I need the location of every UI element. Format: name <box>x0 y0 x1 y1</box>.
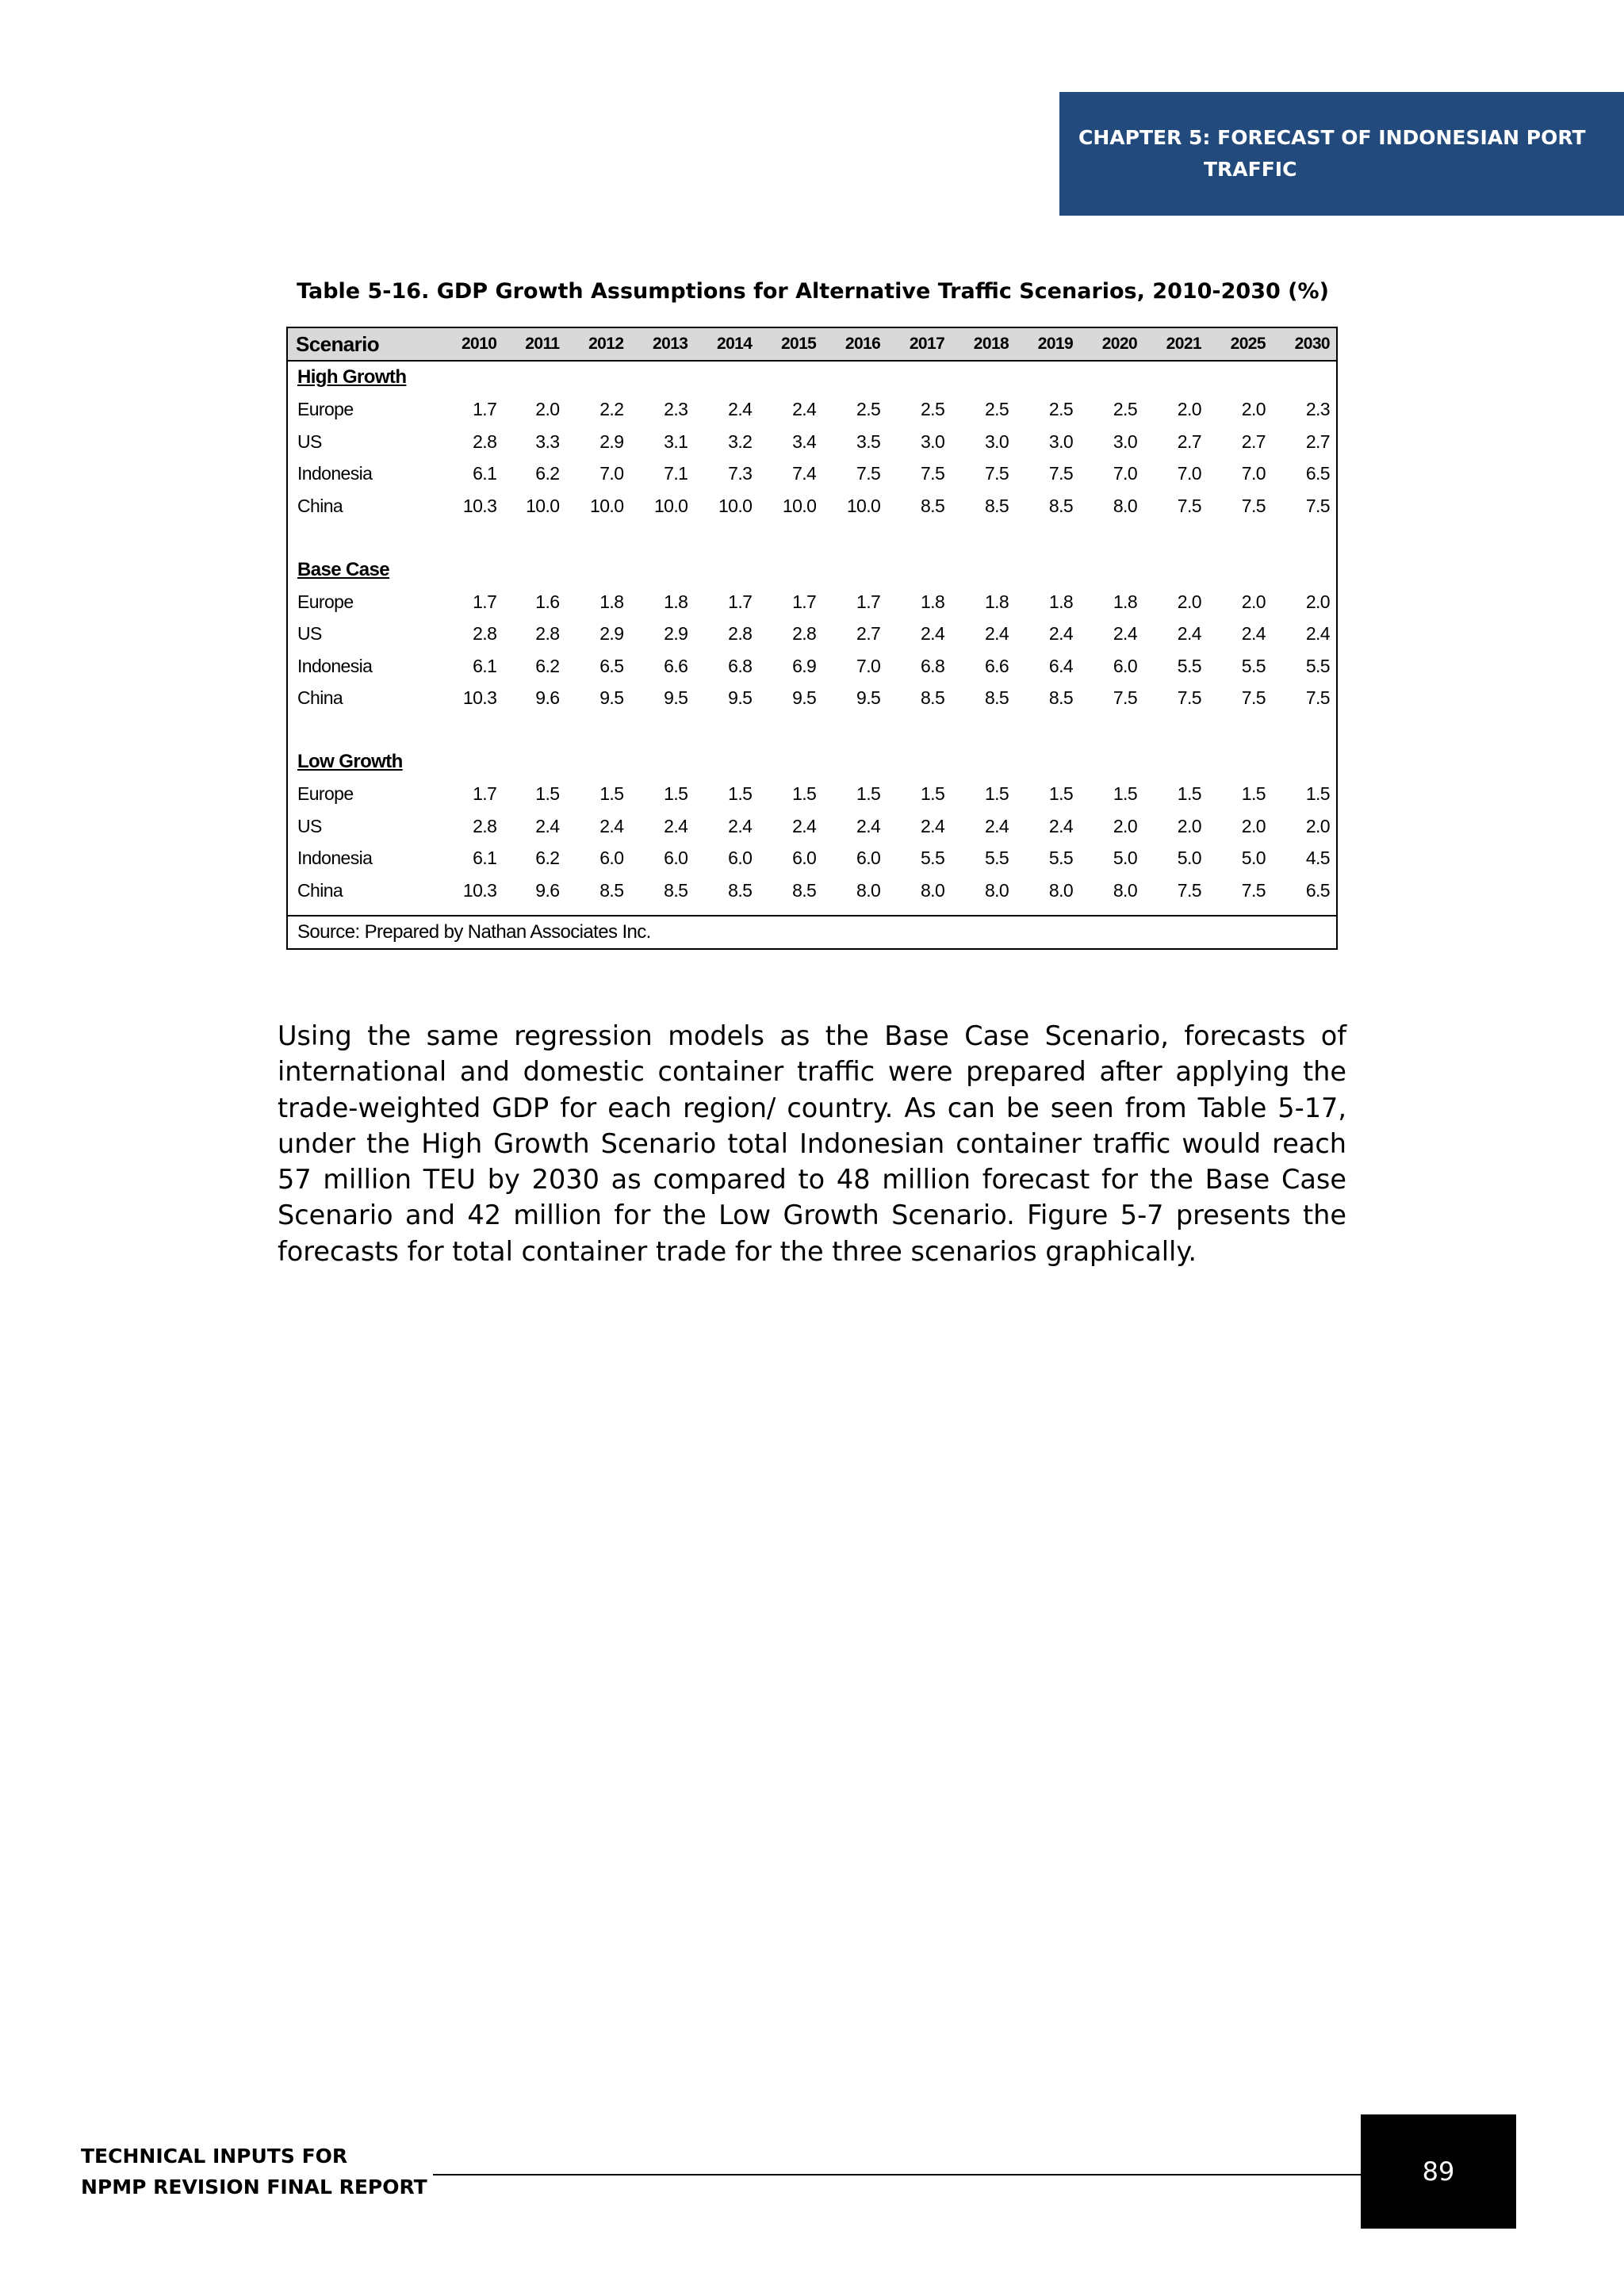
growth-value: 2.5 <box>1048 399 1074 420</box>
growth-value: 2.0 <box>1241 399 1266 420</box>
region-label: Europe <box>297 783 354 805</box>
growth-value: 2.8 <box>792 623 817 645</box>
growth-value: 8.5 <box>728 879 753 901</box>
year-header: 2015 <box>758 328 822 361</box>
growth-value: 8.5 <box>920 687 945 709</box>
growth-value: 2.4 <box>599 815 624 836</box>
growth-value: 10.3 <box>462 879 497 901</box>
chapter-header <box>1059 92 1624 216</box>
growth-value: 2.8 <box>473 623 497 645</box>
growth-value: 7.0 <box>599 463 624 484</box>
growth-value: 2.0 <box>1177 591 1201 612</box>
table-row <box>288 458 1336 491</box>
growth-value: 3.0 <box>984 430 1009 452</box>
growth-value: 7.5 <box>1241 495 1266 516</box>
year-header: 2013 <box>630 328 694 361</box>
growth-value: 2.3 <box>664 399 688 420</box>
growth-value: 2.9 <box>599 430 624 452</box>
table-row <box>288 490 1336 522</box>
growth-value: 8.5 <box>984 495 1009 516</box>
region-label: Indonesia <box>297 848 373 869</box>
footer-line1: TECHNICAL INPUTS FOR <box>81 2145 348 2168</box>
table-source: Source: Prepared by Nathan Associates Inc. <box>288 915 1336 948</box>
growth-value: 6.2 <box>535 655 560 676</box>
gdp-table <box>286 327 1338 950</box>
growth-value: 1.5 <box>1241 783 1266 805</box>
year-header: 2017 <box>887 328 951 361</box>
growth-value: 2.4 <box>920 623 945 645</box>
group-heading: Base Case <box>297 558 390 580</box>
year-header: 2030 <box>1272 328 1336 361</box>
growth-value: 8.5 <box>984 687 1009 709</box>
growth-value: 7.5 <box>1241 879 1266 901</box>
growth-value: 6.4 <box>1048 655 1074 676</box>
growth-value: 1.7 <box>473 783 497 805</box>
growth-value: 6.9 <box>792 655 817 676</box>
growth-value: 7.5 <box>856 463 881 484</box>
growth-value: 2.7 <box>856 623 881 645</box>
growth-value: 2.4 <box>1241 623 1266 645</box>
year-header: 2010 <box>439 328 503 361</box>
group-row <box>288 746 1336 779</box>
table-header-row <box>288 328 1336 361</box>
growth-value: 2.2 <box>599 399 624 420</box>
growth-value: 6.5 <box>599 655 624 676</box>
growth-value: 1.7 <box>473 399 497 420</box>
growth-value: 2.4 <box>1177 623 1201 645</box>
growth-value: 2.4 <box>920 815 945 836</box>
growth-value: 1.8 <box>984 591 1009 612</box>
growth-value: 1.8 <box>1113 591 1138 612</box>
year-header: 2014 <box>694 328 758 361</box>
table-row <box>288 810 1336 843</box>
footer-report-title <box>81 2141 427 2202</box>
table-row <box>288 586 1336 618</box>
growth-value: 1.5 <box>856 783 881 805</box>
growth-value: 9.6 <box>535 687 560 709</box>
growth-value: 3.1 <box>664 430 688 452</box>
table-body <box>288 361 1336 907</box>
growth-value: 10.0 <box>782 495 817 516</box>
growth-value: 6.0 <box>664 848 688 869</box>
growth-value: 1.7 <box>473 591 497 612</box>
gdp-table-grid <box>288 328 1336 907</box>
growth-value: 2.8 <box>473 430 497 452</box>
growth-value: 1.5 <box>1113 783 1138 805</box>
growth-value: 1.5 <box>535 783 560 805</box>
table-row <box>288 650 1336 683</box>
growth-value: 1.5 <box>664 783 688 805</box>
growth-value: 2.4 <box>1305 623 1330 645</box>
growth-value: 9.5 <box>856 687 881 709</box>
growth-value: 2.4 <box>856 815 881 836</box>
growth-value: 2.0 <box>1177 399 1201 420</box>
growth-value: 8.0 <box>1113 495 1138 516</box>
growth-value: 7.5 <box>920 463 945 484</box>
growth-value: 2.4 <box>1113 623 1138 645</box>
table-row <box>288 618 1336 651</box>
growth-value: 2.8 <box>473 815 497 836</box>
growth-value: 7.0 <box>1241 463 1266 484</box>
region-label: Indonesia <box>297 655 373 676</box>
growth-value: 7.1 <box>664 463 688 484</box>
growth-value: 10.0 <box>590 495 624 516</box>
growth-value: 7.5 <box>1305 687 1330 709</box>
growth-value: 2.0 <box>1241 815 1266 836</box>
page-number-box <box>1361 2114 1516 2229</box>
growth-value: 8.0 <box>984 879 1009 901</box>
growth-value: 10.0 <box>718 495 753 516</box>
growth-value: 1.5 <box>792 783 817 805</box>
growth-value: 2.9 <box>664 623 688 645</box>
growth-value: 7.4 <box>792 463 817 484</box>
growth-value: 10.3 <box>462 495 497 516</box>
growth-value: 2.4 <box>984 815 1009 836</box>
growth-value: 9.5 <box>728 687 753 709</box>
growth-value: 2.4 <box>984 623 1009 645</box>
group-row <box>288 361 1336 394</box>
page-number: 89 <box>1422 2156 1455 2187</box>
growth-value: 1.7 <box>728 591 753 612</box>
growth-value: 6.0 <box>728 848 753 869</box>
growth-value: 2.3 <box>1305 399 1330 420</box>
region-label: Europe <box>297 399 354 420</box>
growth-value: 5.5 <box>1177 655 1201 676</box>
growth-value: 9.5 <box>792 687 817 709</box>
growth-value: 6.5 <box>1305 879 1330 901</box>
growth-value: 7.5 <box>1177 879 1201 901</box>
growth-value: 2.0 <box>1113 815 1138 836</box>
growth-value: 2.4 <box>792 399 817 420</box>
year-header: 2021 <box>1143 328 1208 361</box>
growth-value: 6.0 <box>792 848 817 869</box>
growth-value: 2.0 <box>1305 591 1330 612</box>
growth-value: 1.7 <box>856 591 881 612</box>
growth-value: 8.5 <box>664 879 688 901</box>
table-row <box>288 843 1336 875</box>
growth-value: 5.0 <box>1113 848 1138 869</box>
spacer-row <box>288 714 1336 746</box>
growth-value: 7.0 <box>1113 463 1138 484</box>
growth-value: 2.7 <box>1241 430 1266 452</box>
region-label: China <box>297 687 343 709</box>
growth-value: 8.5 <box>920 495 945 516</box>
footer-divider <box>433 2174 1361 2175</box>
growth-value: 2.7 <box>1305 430 1330 452</box>
table-row <box>288 779 1336 811</box>
growth-value: 8.0 <box>856 879 881 901</box>
growth-value: 1.8 <box>664 591 688 612</box>
region-label: US <box>297 815 322 836</box>
growth-value: 7.5 <box>1177 687 1201 709</box>
growth-value: 8.0 <box>1048 879 1074 901</box>
growth-value: 9.5 <box>664 687 688 709</box>
footer-line2: NPMP REVISION FINAL REPORT <box>81 2175 427 2198</box>
growth-value: 2.8 <box>535 623 560 645</box>
growth-value: 7.0 <box>1177 463 1201 484</box>
growth-value: 6.6 <box>664 655 688 676</box>
growth-value: 3.0 <box>920 430 945 452</box>
growth-value: 8.0 <box>1113 879 1138 901</box>
growth-value: 4.5 <box>1305 848 1330 869</box>
growth-value: 7.0 <box>856 655 881 676</box>
growth-value: 3.2 <box>728 430 753 452</box>
region-label: US <box>297 430 322 452</box>
growth-value: 6.2 <box>535 463 560 484</box>
growth-value: 5.5 <box>1048 848 1074 869</box>
growth-value: 5.0 <box>1177 848 1201 869</box>
growth-value: 7.5 <box>984 463 1009 484</box>
year-header: 2025 <box>1208 328 1272 361</box>
growth-value: 2.4 <box>1048 623 1074 645</box>
year-header: 2018 <box>951 328 1015 361</box>
growth-value: 2.5 <box>920 399 945 420</box>
growth-value: 10.0 <box>846 495 881 516</box>
chapter-title-line2: TRAFFIC <box>1204 158 1297 181</box>
growth-value: 2.4 <box>728 399 753 420</box>
growth-value: 6.2 <box>535 848 560 869</box>
growth-value: 2.0 <box>1177 815 1201 836</box>
growth-value: 6.0 <box>856 848 881 869</box>
growth-value: 2.4 <box>1048 815 1074 836</box>
growth-value: 6.1 <box>473 655 497 676</box>
table-row <box>288 683 1336 715</box>
year-header: 2016 <box>822 328 887 361</box>
growth-value: 1.8 <box>599 591 624 612</box>
growth-value: 10.3 <box>462 687 497 709</box>
growth-value: 2.5 <box>856 399 881 420</box>
growth-value: 5.5 <box>984 848 1009 869</box>
growth-value: 2.5 <box>984 399 1009 420</box>
growth-value: 1.8 <box>920 591 945 612</box>
growth-value: 7.5 <box>1177 495 1201 516</box>
growth-value: 2.5 <box>1113 399 1138 420</box>
growth-value: 1.6 <box>535 591 560 612</box>
growth-value: 2.4 <box>792 815 817 836</box>
table-row <box>288 426 1336 458</box>
growth-value: 1.5 <box>984 783 1009 805</box>
scenario-header: Scenario <box>288 328 439 361</box>
growth-value: 6.1 <box>473 848 497 869</box>
growth-value: 7.5 <box>1048 463 1074 484</box>
growth-value: 10.0 <box>653 495 688 516</box>
growth-value: 6.8 <box>920 655 945 676</box>
growth-value: 10.0 <box>526 495 560 516</box>
growth-value: 2.4 <box>664 815 688 836</box>
growth-value: 2.8 <box>728 623 753 645</box>
region-label: Europe <box>297 591 354 612</box>
growth-value: 1.5 <box>728 783 753 805</box>
growth-value: 5.5 <box>920 848 945 869</box>
chapter-title-line1: CHAPTER 5: FORECAST OF INDONESIAN PORT <box>1078 126 1586 149</box>
table-title: Table 5-16. GDP Growth Assumptions for Alternative Traffic Scenarios, 2010-2030 (%) <box>297 279 1329 304</box>
growth-value: 8.5 <box>792 879 817 901</box>
growth-value: 2.0 <box>1305 815 1330 836</box>
group-heading: High Growth <box>297 366 407 388</box>
growth-value: 6.8 <box>728 655 753 676</box>
table-row <box>288 874 1336 907</box>
growth-value: 6.1 <box>473 463 497 484</box>
growth-value: 2.4 <box>535 815 560 836</box>
growth-value: 5.5 <box>1241 655 1266 676</box>
growth-value: 5.0 <box>1241 848 1266 869</box>
growth-value: 7.5 <box>1113 687 1138 709</box>
growth-value: 2.7 <box>1177 430 1201 452</box>
growth-value: 3.0 <box>1113 430 1138 452</box>
region-label: China <box>297 879 343 901</box>
growth-value: 6.0 <box>1113 655 1138 676</box>
growth-value: 6.6 <box>984 655 1009 676</box>
year-header: 2012 <box>565 328 630 361</box>
growth-value: 8.5 <box>1048 495 1074 516</box>
growth-value: 9.6 <box>535 879 560 901</box>
growth-value: 1.5 <box>1177 783 1201 805</box>
region-label: China <box>297 495 343 516</box>
region-label: Indonesia <box>297 463 373 484</box>
growth-value: 2.0 <box>535 399 560 420</box>
growth-value: 3.3 <box>535 430 560 452</box>
growth-value: 6.0 <box>599 848 624 869</box>
growth-value: 5.5 <box>1305 655 1330 676</box>
body-paragraph: Using the same regression models as the Base Case Scenario, forecasts of international and domestic container traffic were prepared after applying the trade-weighted GDP for each region/ country. As can be seen from Table 5-17, under the High Growth Scenario total Indonesian container traffic would reach 57 million TEU by 2030 as compared to 48 million forecast for the Base Case Scenario and 42 million for the Low Growth Scenario. Figure 5-7 presents the forecasts for total container trade for the three scenarios graphically. <box>278 1020 1346 1267</box>
year-header: 2019 <box>1015 328 1079 361</box>
year-header: 2011 <box>503 328 565 361</box>
growth-value: 1.8 <box>1048 591 1074 612</box>
growth-value: 7.3 <box>728 463 753 484</box>
year-header: 2020 <box>1079 328 1143 361</box>
growth-value: 2.0 <box>1241 591 1266 612</box>
growth-value: 3.0 <box>1048 430 1074 452</box>
region-label: US <box>297 623 322 645</box>
spacer-row <box>288 522 1336 554</box>
growth-value: 3.4 <box>792 430 817 452</box>
growth-value: 8.5 <box>1048 687 1074 709</box>
growth-value: 8.0 <box>920 879 945 901</box>
growth-value: 7.5 <box>1241 687 1266 709</box>
growth-value: 8.5 <box>599 879 624 901</box>
growth-value: 1.5 <box>1048 783 1074 805</box>
table-row <box>288 394 1336 427</box>
growth-value: 1.7 <box>792 591 817 612</box>
group-row <box>288 554 1336 587</box>
growth-value: 6.5 <box>1305 463 1330 484</box>
growth-value: 1.5 <box>1305 783 1330 805</box>
growth-value: 9.5 <box>599 687 624 709</box>
growth-value: 2.9 <box>599 623 624 645</box>
group-heading: Low Growth <box>297 751 403 773</box>
growth-value: 3.5 <box>856 430 881 452</box>
growth-value: 2.4 <box>728 815 753 836</box>
growth-value: 1.5 <box>920 783 945 805</box>
growth-value: 1.5 <box>599 783 624 805</box>
growth-value: 7.5 <box>1305 495 1330 516</box>
